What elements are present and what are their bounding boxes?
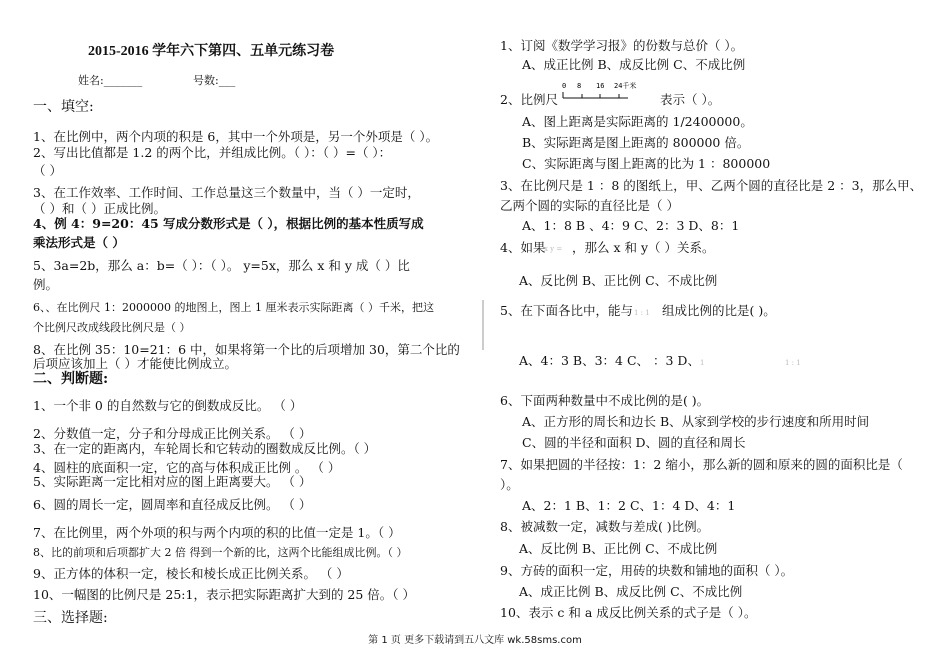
fill-q8: 8、在比例 35：10=21：6 中，如果将第一个比的后项增加 30，第二个比的	[33, 342, 460, 357]
choice-q2-prefix: 2、比例尺	[500, 92, 558, 107]
choice-q8: 8、被减数一定，减数与差成( )比例。	[500, 519, 710, 534]
student-number-field: 号数:___	[193, 74, 236, 87]
fill-q4-cont: 乘法形式是（ ）	[33, 235, 125, 250]
fill-q2: 2、写出比值都是 1.2 的两个比，并组成比例。（ ）：（ ）=（ ）：	[33, 145, 392, 160]
section-fill-in: 一、填空:	[33, 99, 94, 115]
faint-fraction-pair: 1 : 1	[634, 309, 650, 317]
judge-q2: 2、分数值一定，分子和分母成正比例关系。 （ ）	[33, 426, 312, 441]
scale-tick-24: 24千米	[614, 82, 637, 90]
fill-q2-cont: （ ）	[33, 163, 62, 178]
choice-q2-option-c: C、实际距离与图上距离的比为 1 ：800000	[522, 156, 771, 171]
choice-q10: 10、表示 c 和 a 成反比例关系的式子是（ ）。	[500, 605, 757, 620]
page-footer: 第 1 页 更多下载请到五八文库 wk.58sms.com	[368, 635, 582, 646]
judge-q9: 9、正方体的体积一定，棱长和棱长成正比例关系。 （ ）	[33, 566, 349, 581]
choice-q5-options: A、4：3 B、3：4 C、 ：3 D、	[519, 353, 700, 368]
choice-q5-suffix: 组成比例的比是( )。	[662, 303, 776, 318]
choice-q1-options: A、成正比例 B、成反比例 C、不成比例	[522, 57, 746, 72]
section-choice: 三、选择题:	[33, 610, 108, 626]
fill-q3: 3、在工作效率、工作时间、工作总量这三个数量中，当（ ）一定时，	[33, 185, 420, 200]
fill-q6-cont: 个比例尺改成线段比例尺是（ ）	[33, 321, 191, 334]
choice-q7-cont: ）。	[500, 477, 519, 492]
fill-q1: 1、在比例中，两个内项的积是 6，其中一个外项是，另一个外项是（ ）。	[33, 129, 439, 144]
exam-title: 2015-2016 学年六下第四、五单元练习卷	[88, 44, 335, 59]
choice-q6-options-cd: C、圆的半径和面积 D、圆的直径和周长	[522, 435, 746, 450]
fill-q5-cont: 例。	[33, 277, 59, 292]
judge-q7: 7、在比例里，两个外项的积与两个内项的积的比值一定是 1。（ ）	[33, 525, 401, 540]
scale-tick-8: 8	[577, 82, 582, 90]
faint-fraction-c: 1	[700, 359, 705, 367]
fill-q8-cont: 后项应该加上（ ）才能使比例成立。	[33, 356, 237, 371]
section-judge: 二、判断题:	[33, 371, 109, 387]
name-field: 姓名:_______	[78, 74, 143, 87]
judge-q6: 6、圆的周长一定，圆周率和直径成反比例。 （ ）	[33, 497, 312, 512]
choice-q3-cont: 乙两个圆的实际的直径比是（ ）	[500, 198, 679, 213]
fill-q6: 6、、在比例尺 1：2000000 的地图上，图上 1 厘米表示实际距离（ ）千米，把这	[33, 301, 434, 314]
judge-q8: 8、比的前项和后项都扩大 2 倍 得到一个新的比，这两个比能组成比例。（ ）	[33, 546, 408, 559]
fill-q5: 5、3a=2b，那么 a：b=（ ）：（ ）。 y=5x，那么 x 和 y 成（ ）比	[33, 258, 410, 273]
choice-q1: 1、订阅《数学学习报》的份数与总价（ ）。	[500, 38, 744, 53]
scale-tick-0: 0	[562, 82, 567, 90]
choice-q4-options: A、反比例 B、正比例 C、不成比例	[519, 273, 718, 288]
choice-q9-options: A、成正比例 B、成反比例 C、不成比例	[519, 584, 743, 599]
choice-q2-option-a: A、图上距离是实际距离的 1/2400000。	[522, 114, 753, 129]
choice-q8-options: A、反比例 B、正比例 C、不成比例	[519, 541, 718, 556]
judge-q1: 1、一个非 0 的自然数与它的倒数成反比。 （ ）	[33, 398, 303, 413]
choice-q5-prefix: 5、在下面各比中，能与	[500, 303, 633, 318]
choice-q6-options-ab: A、正方形的周长和边长 B、从家到学校的步行速度和所用时间	[522, 414, 870, 429]
choice-q7-options: A、2：1 B、1：2 C、1：4 D、4：1	[522, 498, 736, 513]
choice-q6: 6、下面两种数量中不成比例的是( )。	[500, 393, 710, 408]
judge-q10: 10、一幅图的比例尺是 25:1，表示把实际距离扩大到的 25 倍。（ ）	[33, 587, 416, 602]
choice-q3: 3、在比例尺是 1 ：8 的图纸上，甲、乙两个圆的直径比是 2 ：3，那么甲、	[500, 178, 923, 193]
choice-q4-prefix: 4、如果	[500, 240, 546, 255]
choice-q7: 7、如果把圆的半径按：1：2 缩小，那么新的圆和原来的圆的面积比是（	[500, 457, 903, 472]
judge-q5: 5、实际距离一定比相对应的图上距离要大。 （ ）	[33, 474, 312, 489]
column-divider	[482, 300, 484, 350]
choice-q2-suffix: 表示（ ）。	[660, 92, 721, 107]
faint-fraction-d: 1 : 1	[785, 359, 801, 367]
choice-q9: 9、方砖的面积一定，用砖的块数和铺地的面积（ ）。	[500, 563, 794, 578]
choice-q4-suffix: ，那么 x 和 y（ ）关系。	[572, 240, 715, 255]
scale-tick-16: 16	[596, 82, 605, 90]
choice-q2-option-b: B、实际距离是图上距离的 800000 倍。	[522, 135, 750, 150]
faint-fraction-equation: x y =	[544, 245, 563, 253]
fill-q3-cont: （ ）和（ ）正成比例。	[33, 201, 166, 216]
fill-q4: 4、例 4：9=20：45 写成分数形式是（ ），根据比例的基本性质写成	[33, 216, 424, 231]
choice-q3-options: A、1：8 B 、4：9 C、2：3 D、8：1	[522, 218, 740, 233]
judge-q3: 3、在一定的距离内，车轮周长和它转动的圈数成反比例。（ ）	[33, 441, 377, 456]
line-segment-scale	[562, 80, 637, 104]
judge-q4: 4、圆柱的底面积一定，它的高与体积成正比例 。 （ ）	[33, 460, 341, 475]
